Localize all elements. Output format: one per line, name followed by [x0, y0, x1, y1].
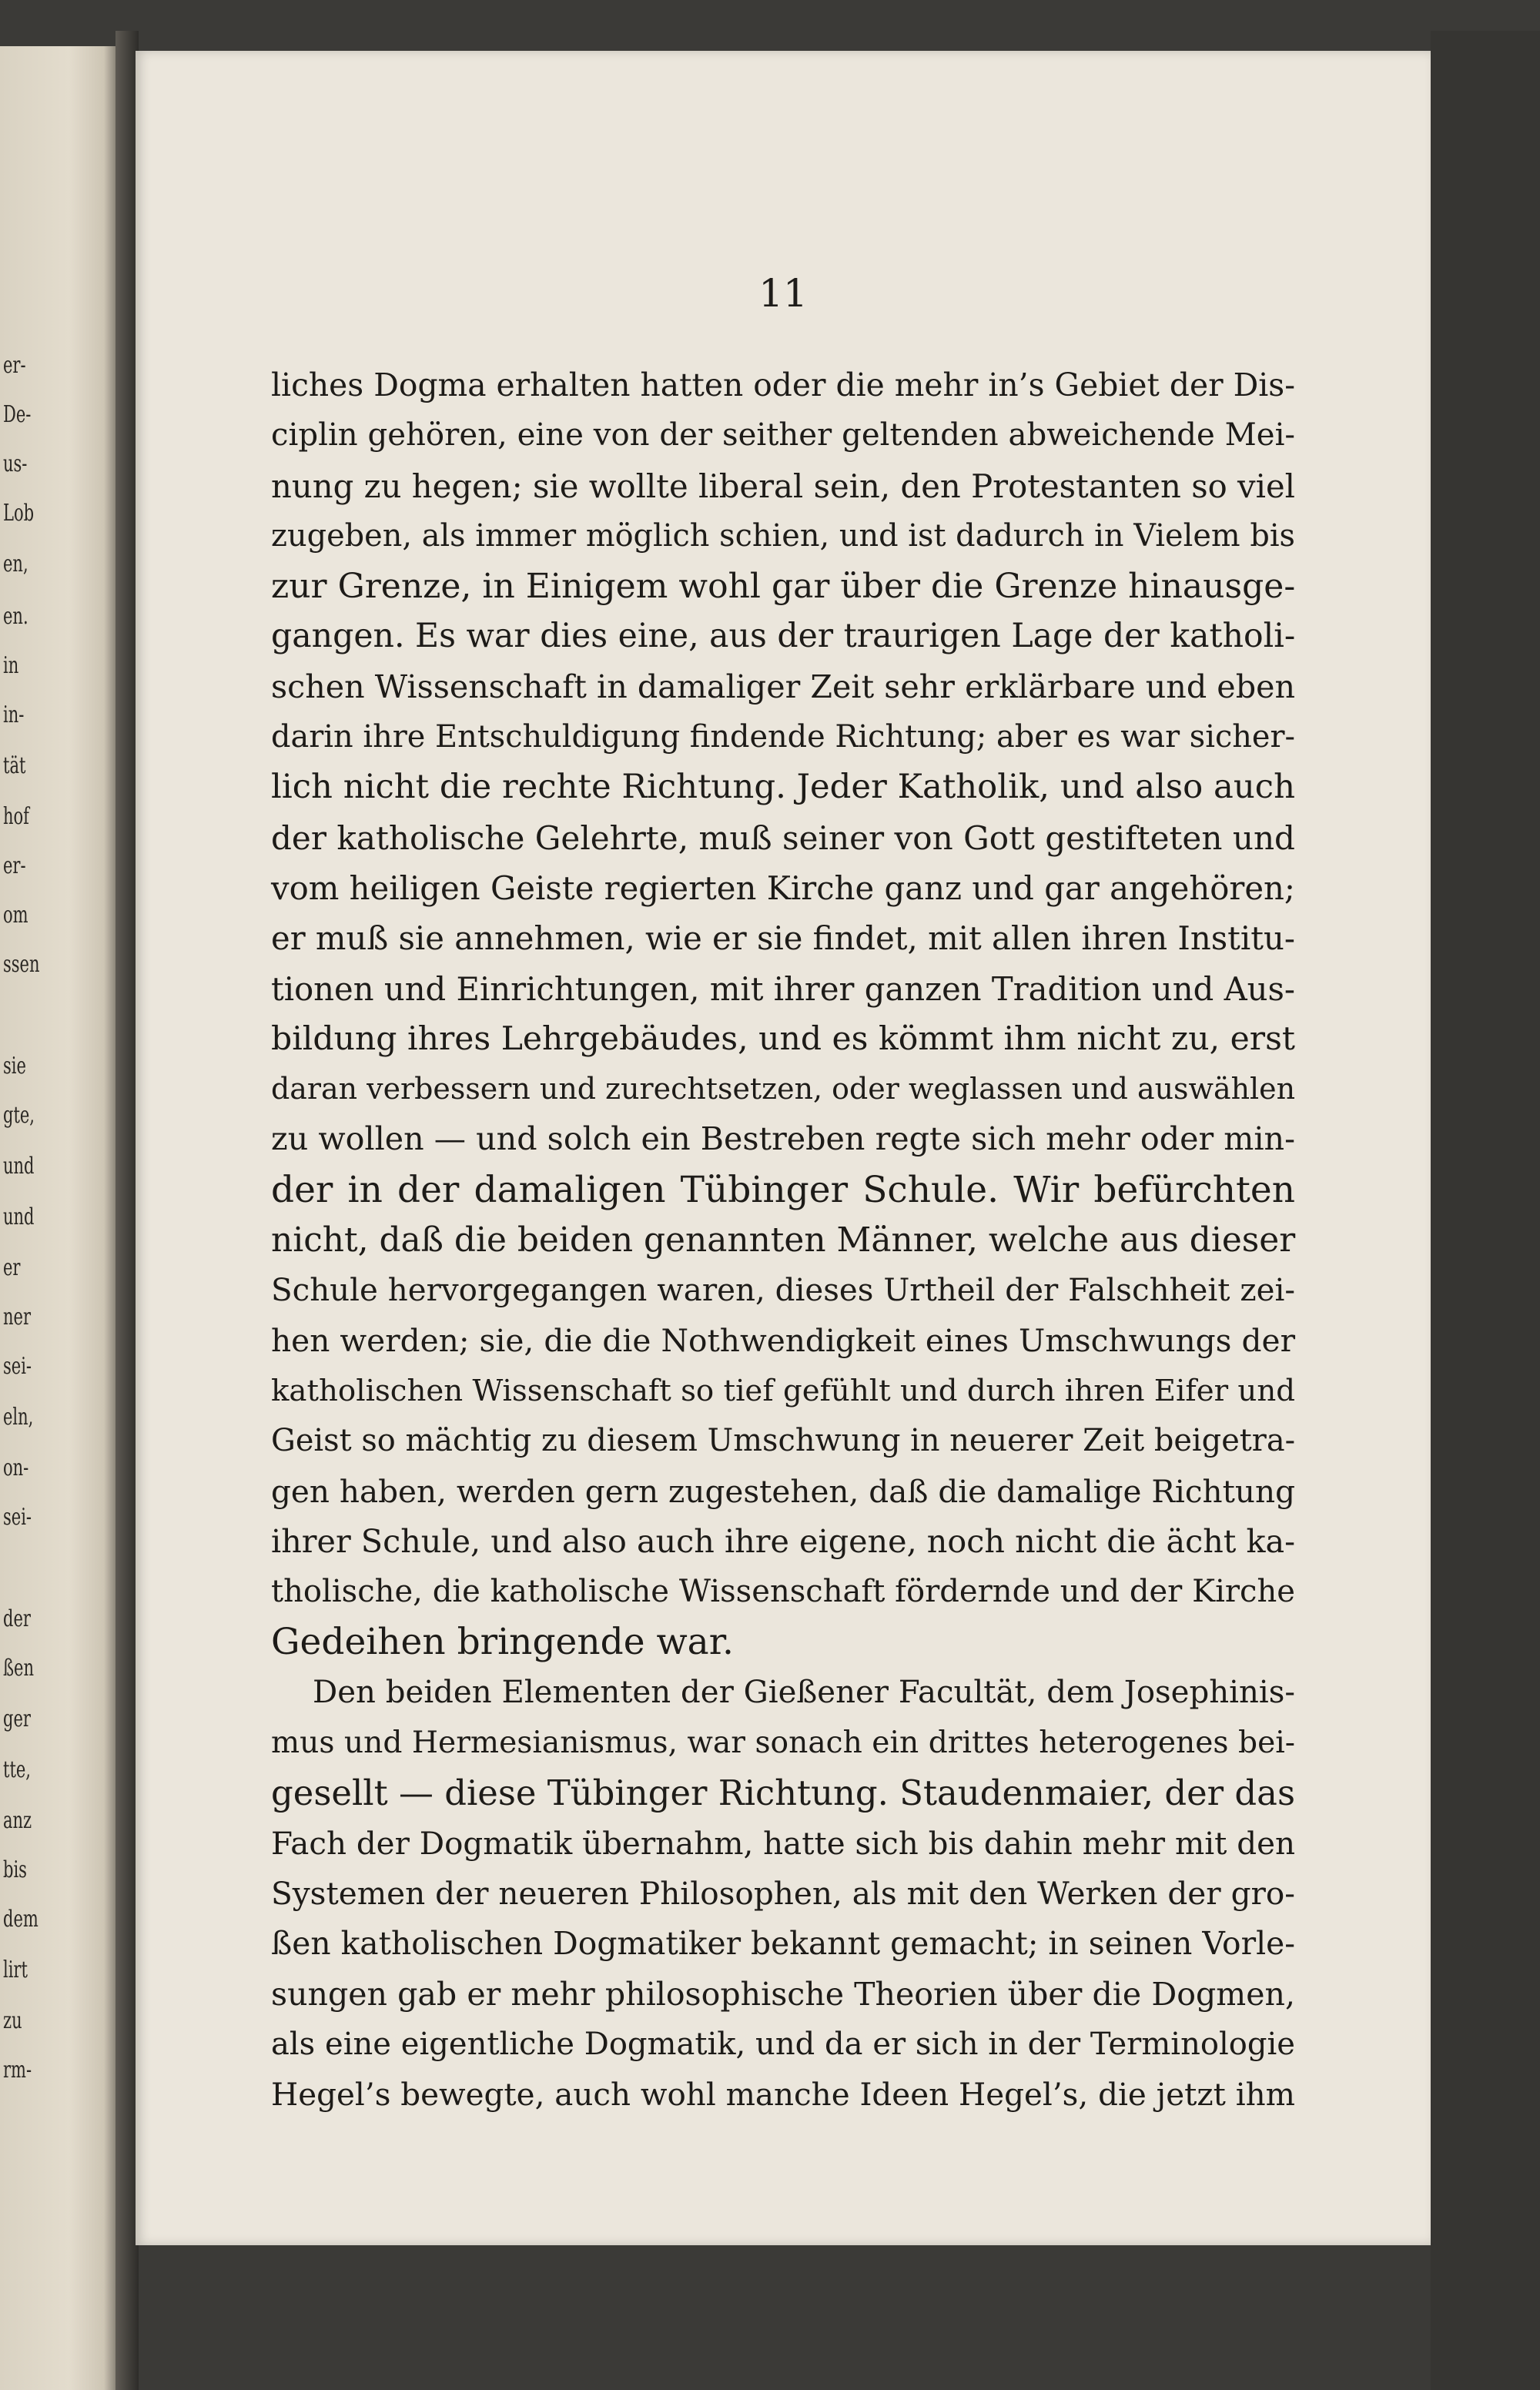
left-fragment: in — [3, 652, 19, 679]
left-fragment: in- — [3, 701, 25, 728]
book-page — [136, 51, 1431, 2245]
previous-page-edge — [0, 46, 116, 2390]
text-line: ihrer Schule, und also auch ihre eigene, noch nicht die ächt ka- — [271, 1522, 1296, 1560]
text-line: schen Wissenschaft in damaliger Zeit sehr erklärbare und eben — [271, 668, 1295, 705]
text-line: zugeben, als immer möglich schien, und ist dadurch in Vielem bis — [271, 517, 1295, 554]
left-fragment: eln, — [3, 1404, 34, 1431]
left-fragment: ger — [3, 1705, 31, 1732]
text-line: ßen katholischen Dogmatiker bekannt gemacht; in seinen Vorle- — [271, 1925, 1295, 1963]
left-fragment: en. — [3, 603, 28, 630]
text-line: er muß sie annehmen, wie er sie findet, mit allen ihren Institu- — [271, 919, 1295, 958]
text-line: Fach der Dogmatik übernahm, hatte sich bis dahin mehr mit den — [271, 1825, 1295, 1862]
text-line: tionen und Einrichtungen, mit ihrer ganzen Tradition und Aus- — [271, 969, 1295, 1008]
text-line: zur Grenze, in Einigem wohl gar über die Grenze hinausge- — [271, 567, 1296, 607]
body-text — [271, 360, 1295, 2120]
text-line: tholische, die katholische Wissenschaft fördernde und der Kirche — [271, 1574, 1295, 1610]
text-line: mus und Hermesianismus, war sonach ein drittes heterogenes bei- — [271, 1726, 1295, 1761]
left-fragment: gte, — [3, 1102, 35, 1129]
left-fragment: bis — [3, 1856, 27, 1883]
text-line: darin ihre Entschuldigung findende Richtung; aber es war sicher- — [271, 719, 1295, 755]
text-line: Systemen der neueren Philosophen, als mit den Werken der gro- — [271, 1874, 1295, 1912]
left-fragment: und — [3, 1203, 35, 1230]
left-fragment: ßen — [3, 1655, 34, 1682]
text-line: der katholische Gelehrte, muß seiner von Gott gestifteten und — [271, 818, 1295, 857]
text-line: hen werden; sie, die die Nothwendigkeit eines Umschwungs der — [271, 1321, 1295, 1359]
left-fragment: ner — [3, 1304, 31, 1331]
left-fragment: er- — [3, 352, 26, 379]
left-fragment: sei- — [3, 1353, 32, 1380]
left-fragment: us- — [3, 450, 28, 477]
page-number: 11 — [758, 271, 808, 316]
left-fragment: en, — [3, 551, 28, 577]
scanner-background — [1431, 31, 1540, 2390]
text-line: gesellt — diese Tübinger Richtung. Staudenmaier, der das — [271, 1772, 1295, 1814]
left-fragment: tte, — [3, 1756, 31, 1783]
text-line: gen haben, werden gern zugestehen, daß die damalige Richtung — [271, 1472, 1295, 1510]
left-fragment: er — [3, 1254, 21, 1281]
text-line: ciplin gehören, eine von der seither geltenden abweichende Mei- — [271, 417, 1295, 454]
text-line: zu wollen — und solch ein Bestreben regte sich mehr oder min- — [271, 1120, 1295, 1158]
text-line: Schule hervorgegangen waren, dieses Urtheil der Falschheit zei- — [271, 1272, 1295, 1309]
left-fragment: sei- — [3, 1504, 32, 1531]
text-line: Geist so mächtig zu diesem Umschwung in neuerer Zeit beigetra- — [271, 1423, 1296, 1459]
text-line: katholischen Wissenschaft so tief gefühlt und durch ihren Eifer und — [271, 1373, 1295, 1408]
left-fragment: hof — [3, 803, 29, 830]
text-line: bildung ihres Lehrgebäudes, und es kömmt ihm nicht zu, erst — [271, 1019, 1295, 1058]
left-fragment: zu — [3, 2007, 22, 2034]
text-line: als eine eigentliche Dogmatik, und da er sich in der Terminologie — [271, 2026, 1295, 2062]
text-line: der in der damaligen Tübinger Schule. Wir befürchten — [271, 1168, 1295, 1211]
left-fragment: dem — [3, 1906, 38, 1933]
text-line: sungen gab er mehr philosophische Theorien über die Dogmen, — [271, 1975, 1295, 2013]
paragraph-end-line: Gedeihen bringende war. — [271, 1621, 734, 1664]
text-line: gangen. Es war dies eine, aus der traurigen Lage der katholi- — [271, 617, 1296, 656]
paragraph-start-line: Den beiden Elementen der Gießener Facultät, dem Josephinis- — [313, 1674, 1295, 1710]
text-line: nung zu hegen; sie wollte liberal sein, den Protestanten so viel — [271, 467, 1295, 505]
left-fragment: lirt — [3, 1957, 28, 1983]
left-fragment: ssen — [3, 951, 40, 978]
left-fragment: der — [3, 1605, 31, 1632]
text-line: liches Dogma erhalten hatten oder die mehr in’s Gebiet der Dis- — [271, 367, 1295, 403]
text-line: daran verbessern und zurechtsetzen, oder weglassen und auswählen — [271, 1072, 1295, 1106]
left-fragment: tät — [3, 752, 26, 779]
left-fragment: rm- — [3, 2057, 32, 2084]
left-fragment: on- — [3, 1454, 29, 1481]
left-fragment: er- — [3, 852, 26, 879]
text-line: nicht, daß die beiden genannten Männer, welche aus dieser — [271, 1220, 1296, 1260]
text-line: Hegel’s bewegte, auch wohl manche Ideen Hegel’s, die jetzt ihm — [271, 2076, 1295, 2114]
left-fragment: om — [3, 902, 28, 929]
left-fragment: Lob — [3, 500, 35, 527]
left-fragment: sie — [3, 1053, 26, 1080]
left-fragment: anz — [3, 1807, 32, 1834]
text-line: vom heiligen Geiste regierten Kirche ganz und gar angehören; — [271, 869, 1295, 907]
left-fragment: De- — [3, 401, 32, 428]
text-line: lich nicht die rechte Richtung. Jeder Katholik, und also auch — [271, 768, 1295, 807]
left-fragment: und — [3, 1153, 35, 1180]
